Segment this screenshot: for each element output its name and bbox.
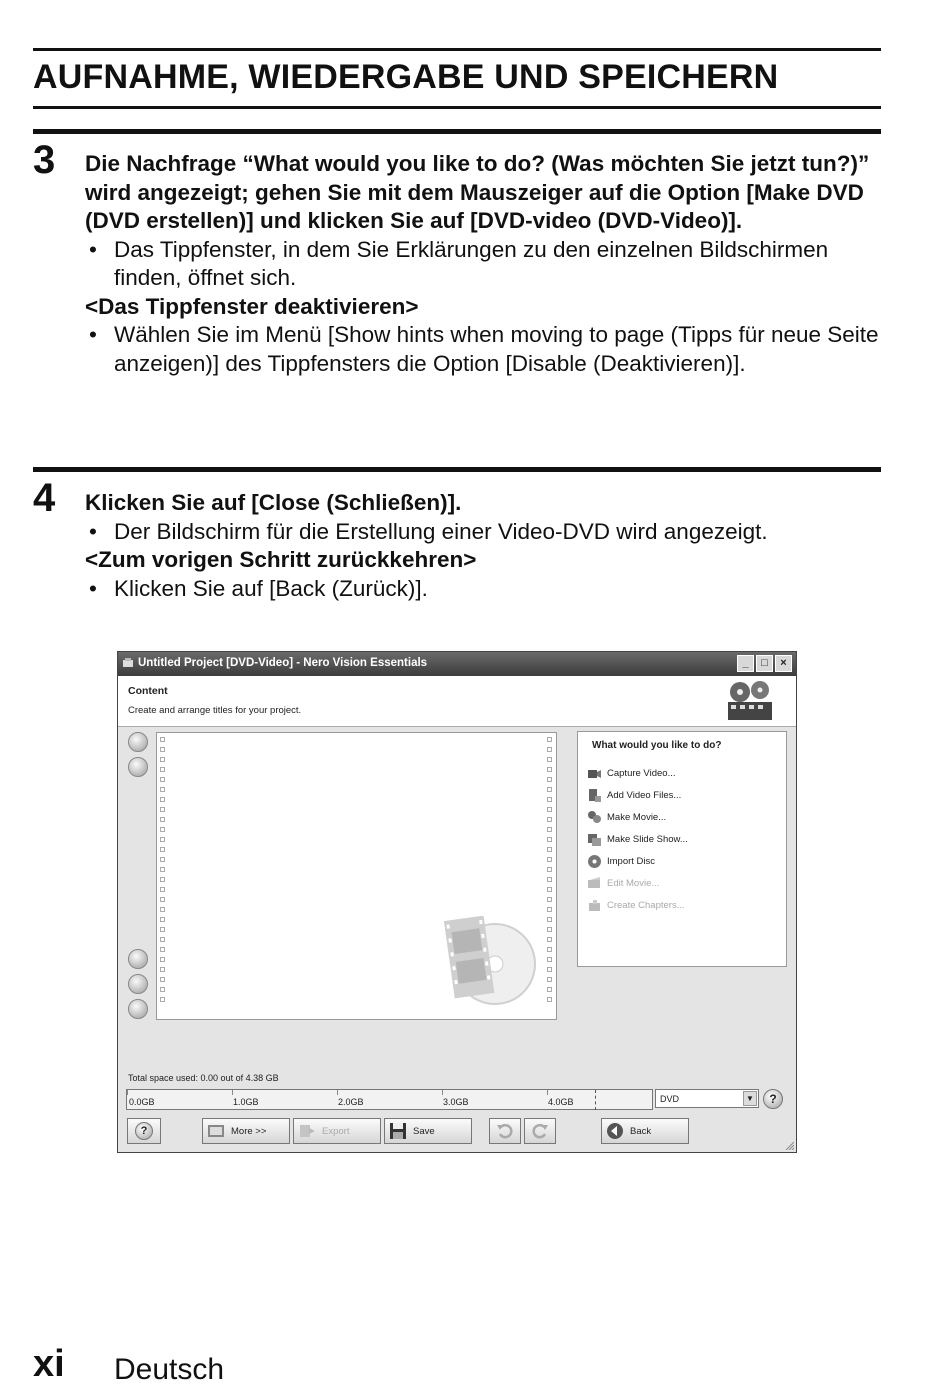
more-button[interactable] <box>202 1118 290 1144</box>
sprocket-hole <box>547 797 552 802</box>
menu-item-label: Make Movie... <box>607 811 667 823</box>
menu-item-make-slide-show[interactable] <box>587 828 688 850</box>
sprocket-hole <box>160 977 165 982</box>
title-list-area[interactable] <box>156 732 557 1020</box>
page-title: AUFNAHME, WIEDERGABE UND SPEICHERN <box>33 58 779 96</box>
header-subtitle: Create and arrange titles for your project. <box>128 705 302 716</box>
content-header <box>118 676 796 727</box>
footer-language: Deutsch <box>114 1353 225 1386</box>
sprocket-hole <box>547 837 552 842</box>
sprocket-hole <box>547 897 552 902</box>
capacity-gauge <box>126 1089 653 1110</box>
bullet-text: Der Bildschirm für die Erstellung einer Video-DVD wird angezeigt. <box>114 518 768 544</box>
menu-item-label: Capture Video... <box>607 767 676 779</box>
what-to-do-panel <box>577 731 787 967</box>
menu-title: What would you like to do? <box>592 740 722 751</box>
menu-tool-button[interactable] <box>128 974 148 994</box>
gauge-tick <box>337 1090 338 1095</box>
menu-item-capture-video[interactable] <box>587 762 688 784</box>
sprocket-hole <box>160 797 165 802</box>
window-titlebar[interactable] <box>118 652 796 676</box>
sprocket-hole <box>160 847 165 852</box>
chevron-down-icon[interactable]: ▼ <box>743 1091 757 1106</box>
gauge-label: 1.0GB <box>233 1097 259 1107</box>
gauge-tick <box>127 1090 128 1095</box>
sprocket-hole <box>547 967 552 972</box>
footer-page-number: xi <box>33 1343 65 1385</box>
disc-type-select[interactable] <box>655 1089 759 1108</box>
disc-type-value: DVD <box>660 1094 680 1104</box>
sprocket-hole <box>547 937 552 942</box>
sprocket-hole <box>547 747 552 752</box>
save-button[interactable] <box>384 1118 472 1144</box>
sprocket-hole <box>547 787 552 792</box>
add-video-icon <box>587 788 602 803</box>
film-reel-icon <box>724 678 776 724</box>
step-4-rule <box>33 467 881 472</box>
step-subheading: <Das Tippfenster deaktivieren> <box>85 293 419 319</box>
slideshow-icon <box>587 832 602 847</box>
floppy-disk-icon <box>389 1122 407 1140</box>
sprocket-hole <box>160 887 165 892</box>
sprocket-hole <box>160 857 165 862</box>
sprocket-hole <box>547 877 552 882</box>
sprocket-hole <box>160 777 165 782</box>
menu-item-import-disc[interactable] <box>587 850 688 872</box>
menu-item-label: Create Chapters... <box>607 899 685 911</box>
step-number: 4 <box>33 476 56 520</box>
sprocket-hole <box>547 917 552 922</box>
menu-item-create-chapters <box>587 894 688 916</box>
disc-capacity-limit <box>595 1090 596 1110</box>
export-button-label: Export <box>322 1125 350 1137</box>
maximize-button[interactable]: □ <box>756 655 773 672</box>
sprocket-hole <box>160 877 165 882</box>
sprocket-hole <box>547 887 552 892</box>
export-icon <box>298 1122 316 1140</box>
app-window-screenshot <box>117 651 797 1153</box>
gauge-label: 0.0GB <box>129 1097 155 1107</box>
help-button[interactable] <box>127 1118 161 1144</box>
sprocket-hole <box>547 827 552 832</box>
gauge-label: 3.0GB <box>443 1097 469 1107</box>
menu-item-label: Make Slide Show... <box>607 833 688 845</box>
top-rule <box>33 48 881 51</box>
sprocket-hole <box>160 737 165 742</box>
sprocket-hole <box>547 867 552 872</box>
sprocket-hole <box>160 867 165 872</box>
step-heading: Klicken Sie auf [Close (Schließen)]. <box>85 490 462 515</box>
sprocket-hole <box>547 767 552 772</box>
sprocket-hole <box>160 757 165 762</box>
bullet-dot: • <box>89 518 97 544</box>
export-button <box>293 1118 381 1144</box>
menu-item-edit-movie <box>587 872 688 894</box>
sprocket-hole <box>160 997 165 1002</box>
sprocket-hole <box>160 937 165 942</box>
sprocket-hole <box>547 907 552 912</box>
menu-item-make-movie[interactable] <box>587 806 688 828</box>
sprocket-hole <box>160 817 165 822</box>
bullet-text: Wählen Sie im Menü [Show hints when moving to page (Tipps für neue Seite anzeigen)] des Tippfensters die Option [Disable (Deaktivieren)]. <box>114 322 879 376</box>
sprocket-hole <box>547 957 552 962</box>
back-button[interactable] <box>601 1118 689 1144</box>
window-title: Untitled Project [DVD-Video] - Nero Vision Essentials <box>138 657 428 669</box>
sprocket-hole <box>160 907 165 912</box>
sprocket-hole <box>547 857 552 862</box>
step-3 <box>85 150 885 378</box>
chapters-icon <box>587 898 602 913</box>
question-icon: ? <box>135 1122 153 1140</box>
header-title: Content <box>128 685 168 697</box>
sprocket-hole <box>547 807 552 812</box>
all-tool-button[interactable] <box>128 999 148 1019</box>
sprocket-hole <box>547 777 552 782</box>
gauge-tick <box>442 1090 443 1095</box>
menu-item-label: Import Disc <box>607 855 656 867</box>
action-menu <box>587 762 688 916</box>
gauge-tick <box>232 1090 233 1095</box>
save-button-label: Save <box>413 1125 435 1137</box>
film-disc-watermark-icon <box>439 916 539 1006</box>
sprocket-hole <box>547 737 552 742</box>
film-sprocket-right <box>547 737 553 1007</box>
sprocket-hole <box>547 927 552 932</box>
resize-grip-icon[interactable] <box>784 1140 794 1150</box>
sprocket-hole <box>160 957 165 962</box>
gauge-label: 4.0GB <box>548 1097 574 1107</box>
step-heading: Die Nachfrage “What would you like to do? (Was möchten Sie jetzt tun?)” wird angezeigt; gehen Sie mit dem Mauszeiger auf die Option [Make DVD (DVD erstellen)] und klicken Sie auf [DVD-video (DVD-Video)]. <box>85 151 870 233</box>
film-sprocket-left <box>160 737 166 1007</box>
sprocket-hole <box>160 967 165 972</box>
sprocket-hole <box>547 817 552 822</box>
sprocket-hole <box>547 997 552 1002</box>
disc-help-button[interactable]: ? <box>763 1089 783 1109</box>
bullet-item <box>85 321 885 378</box>
sprocket-hole <box>160 747 165 752</box>
bullet-dot: • <box>89 575 97 601</box>
sprocket-hole <box>160 767 165 772</box>
sprocket-hole <box>160 917 165 922</box>
sprocket-hole <box>547 987 552 992</box>
minimize-button[interactable]: _ <box>737 655 754 672</box>
step-4 <box>85 489 885 603</box>
close-button[interactable]: × <box>775 655 792 672</box>
disc-icon <box>587 854 602 869</box>
step-3-rule <box>33 129 881 134</box>
undo-button <box>489 1118 521 1144</box>
menu-item-add-video-files[interactable] <box>587 784 688 806</box>
app-icon <box>122 657 134 669</box>
back-arrow-icon <box>606 1122 624 1140</box>
edit-movie-icon <box>587 876 602 891</box>
move-down-button[interactable] <box>128 757 148 777</box>
sprocket-hole <box>160 987 165 992</box>
sprocket-hole <box>547 977 552 982</box>
movie-icon <box>587 810 602 825</box>
move-up-button[interactable] <box>128 732 148 752</box>
bullet-text: Das Tippfenster, in dem Sie Erklärungen zu den einzelnen Bildschirmen finden, öffnet sich. <box>114 236 829 290</box>
sprocket-hole <box>160 897 165 902</box>
back-button-label: Back <box>630 1125 652 1137</box>
title-tool-button[interactable] <box>128 949 148 969</box>
space-used-label: Total space used: 0.00 out of 4.38 GB <box>128 1073 279 1083</box>
title-underline <box>33 106 881 109</box>
sprocket-hole <box>160 807 165 812</box>
bullet-item <box>85 236 885 293</box>
bullet-dot: • <box>89 236 97 262</box>
step-number: 3 <box>33 138 56 182</box>
menu-item-label: Add Video Files... <box>607 789 682 801</box>
bullet-dot: • <box>89 322 97 347</box>
more-options-icon <box>207 1122 225 1140</box>
redo-button <box>524 1118 556 1144</box>
menu-item-label: Edit Movie... <box>607 877 660 889</box>
bullet-item <box>85 518 885 547</box>
sprocket-hole <box>160 837 165 842</box>
sprocket-hole <box>160 787 165 792</box>
bullet-item <box>85 575 885 604</box>
gauge-tick <box>547 1090 548 1095</box>
sprocket-hole <box>160 947 165 952</box>
sprocket-hole <box>547 847 552 852</box>
bullet-text: Klicken Sie auf [Back (Zurück)]. <box>114 575 428 601</box>
gauge-label: 2.0GB <box>338 1097 364 1107</box>
step-subheading: <Zum vorigen Schritt zurückkehren> <box>85 547 477 572</box>
sprocket-hole <box>547 947 552 952</box>
more-button-label: More >> <box>231 1125 267 1137</box>
sprocket-hole <box>160 927 165 932</box>
sprocket-hole <box>547 757 552 762</box>
sprocket-hole <box>160 827 165 832</box>
redo-icon <box>531 1122 549 1140</box>
camcorder-icon <box>587 766 602 781</box>
undo-icon <box>496 1122 514 1140</box>
